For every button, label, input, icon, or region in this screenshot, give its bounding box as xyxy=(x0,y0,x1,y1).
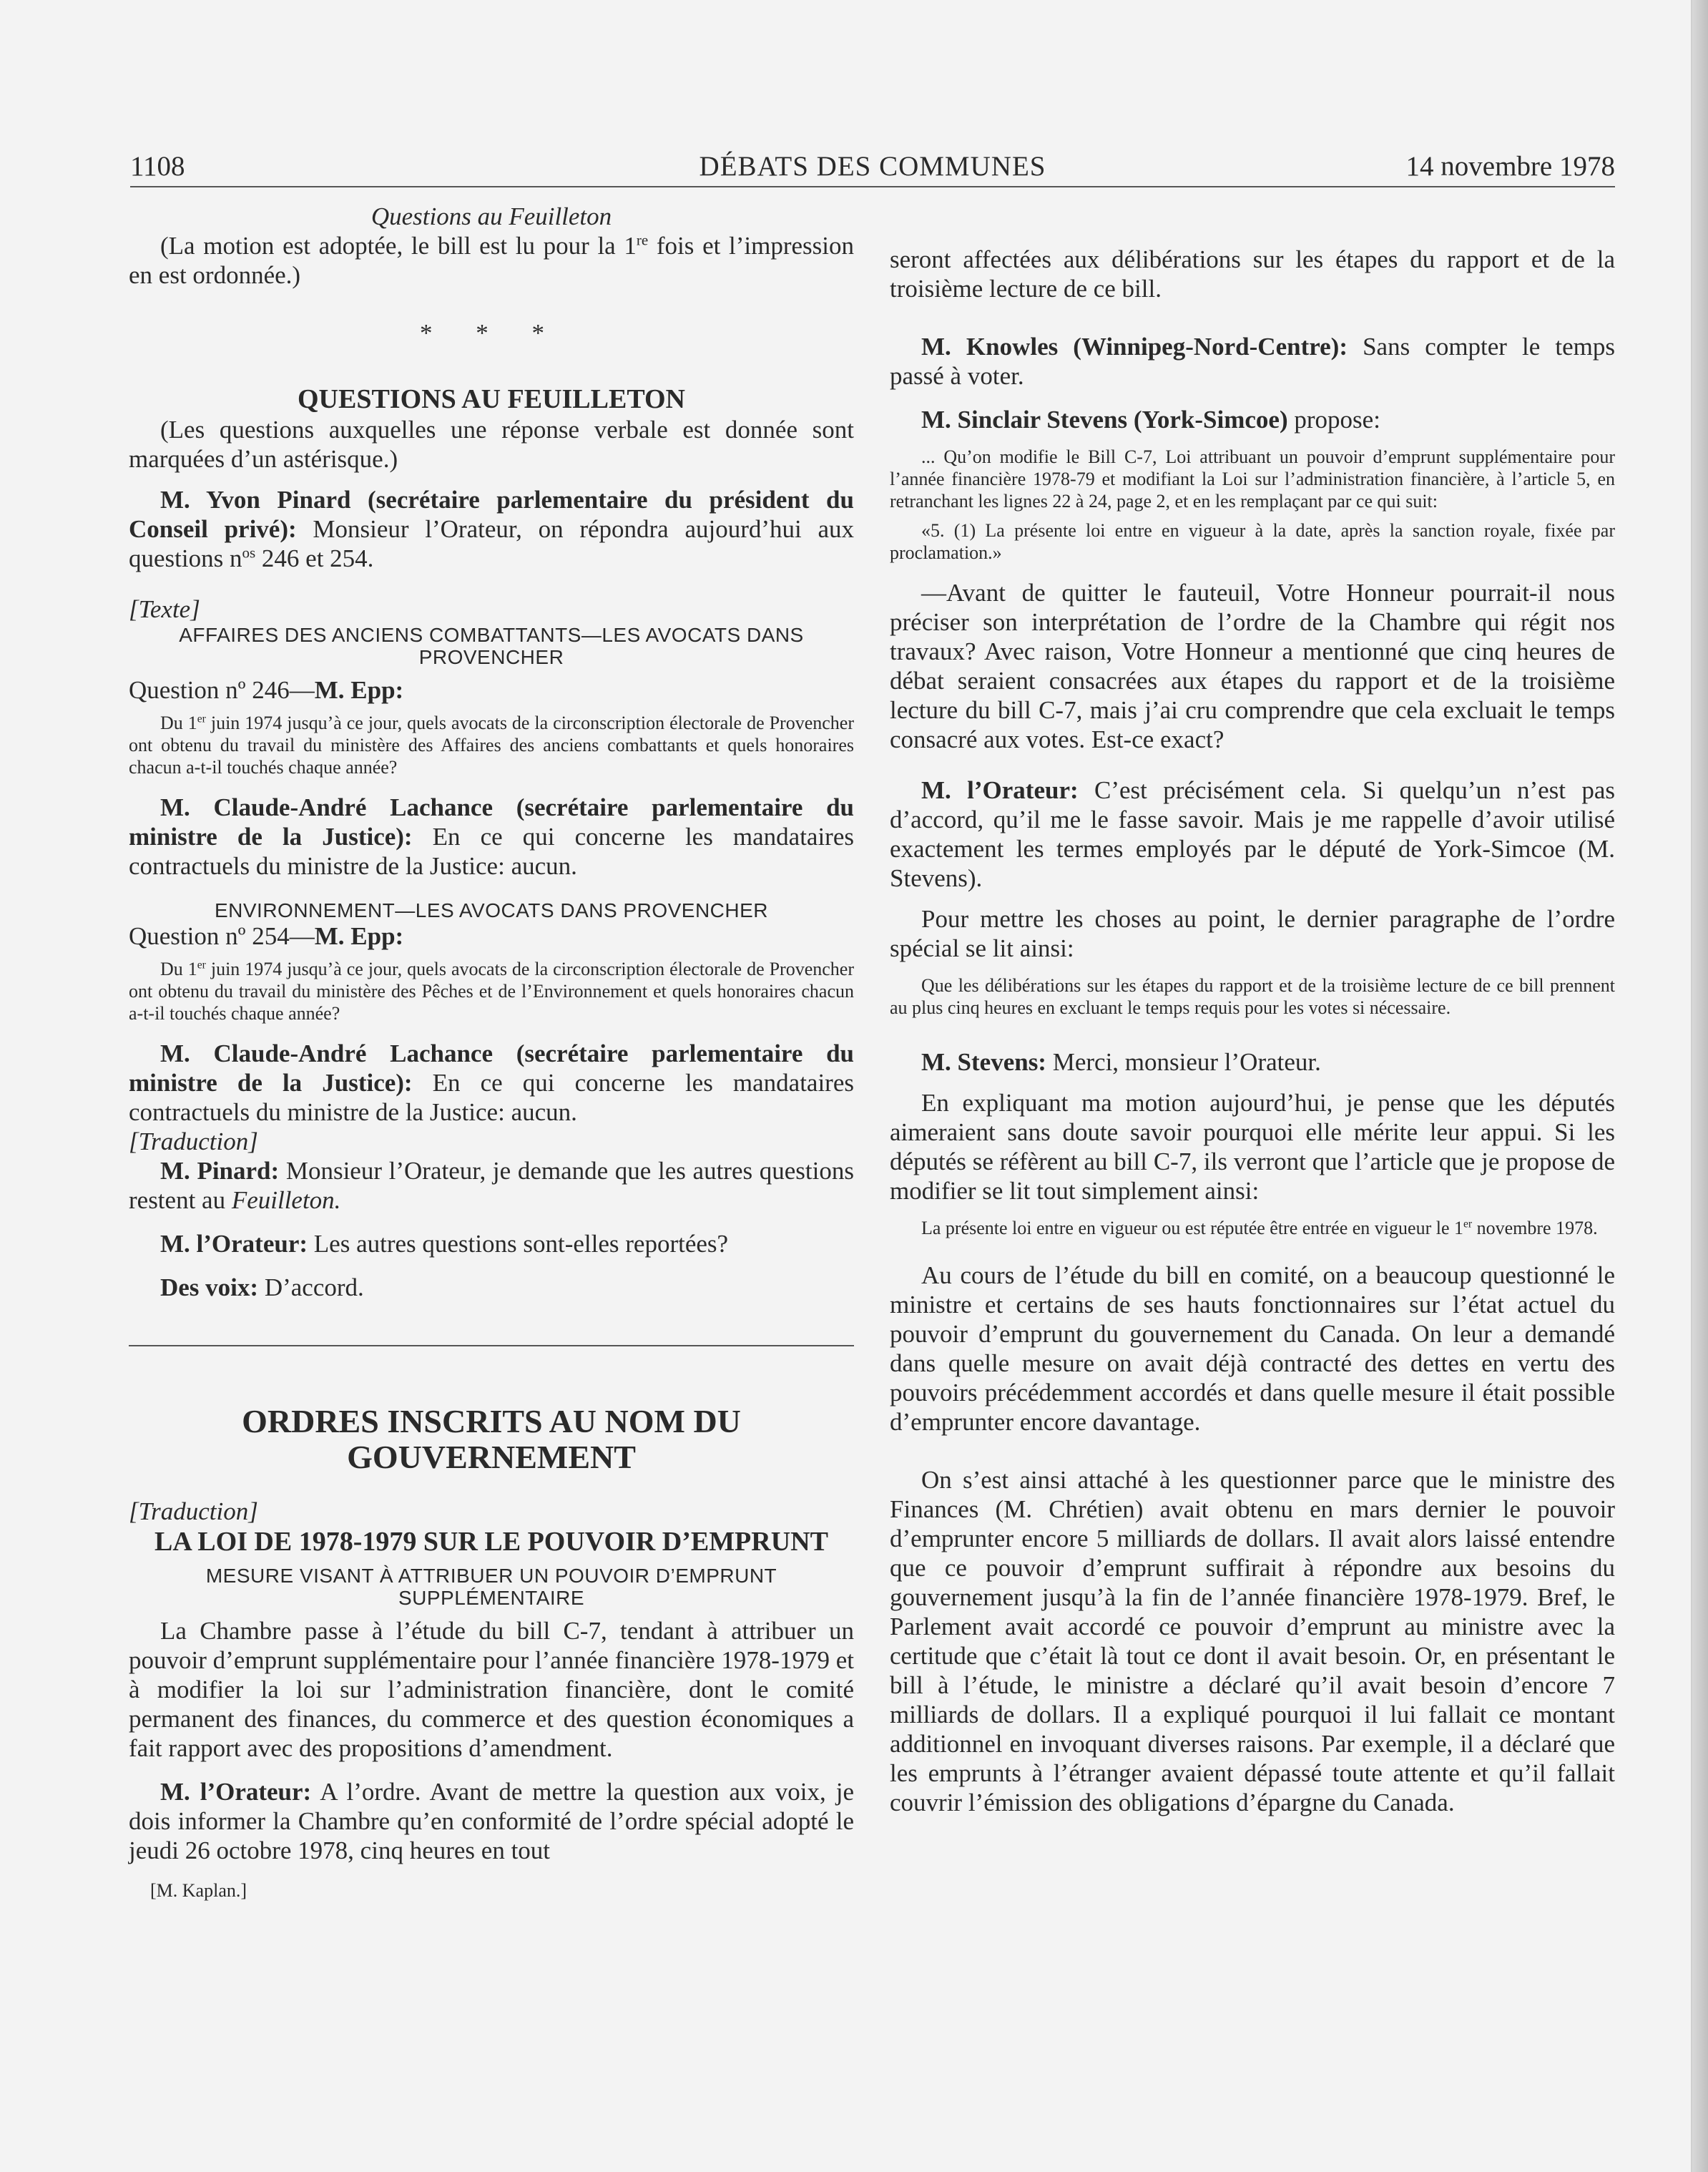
rubric-mesure: MESURE VISANT À ATTRIBUER UN POUVOIR D’EMPRUNT SUPPLÉMENTAIRE xyxy=(205,1565,777,1609)
question-246-text xyxy=(129,712,854,778)
speaker: M. Stevens: xyxy=(921,1048,1046,1076)
journal-title: DÉBATS DES COMMUNES xyxy=(699,151,1046,182)
superscript: er xyxy=(197,959,206,972)
stevens-thanks xyxy=(890,1047,1615,1077)
orateur-reply xyxy=(890,776,1615,893)
superscript: er xyxy=(1463,1218,1473,1231)
text-run: Sans compter le temps passé à voter. xyxy=(890,333,1616,390)
rubric-254: ENVIRONNEMENT—LES AVOCATS DANS PROVENCHER xyxy=(214,899,769,921)
text-run: Du 1 xyxy=(160,713,197,733)
motion-quote: «5. (1) La présente loi entre en vigueur à la date, après la sanction royale, fixée par proclamation.» xyxy=(890,520,1615,563)
speaker: M. Knowles (Winnipeg-Nord-Centre): xyxy=(921,333,1348,361)
text-run: propose: xyxy=(1287,406,1380,434)
tag-texte: [Texte] xyxy=(129,595,200,623)
stevens-proposal xyxy=(890,405,1615,434)
speaker: M. Claude-André Lachance (secrétaire parlementaire du ministre de la Justice): xyxy=(129,1039,854,1097)
page-number: 1108 xyxy=(130,151,185,182)
voix-reply xyxy=(129,1273,854,1302)
attache-paragraph: On s’est ainsi attaché à les questionner parce que le ministre des Finances (M. Chrétien) avait obtenu en mars dernier le pouvoir d’emprunter encore 5 milliards de dollars. Il avait alors laissé entendre que ce pouvoir d’emprunt suffirait à répondre aux besoins du gouvernement jusqu’à la fin de l’année financière 1978-1979. Bref, le Parlement avait accordé ce pouvoir d’emprunt au ministre avec la certitude que c’était là tout ce dont il avait besoin. Or, en présentant le bill à l’étude, le ministre a déclaré qu’il avait besoin d’encore 7 milliards de dollars. Il a expliqué pourquoi il lui fallait ce montant additionnel en invoquant diverses raisons. Par exemple, il a déclaré que les emprunts à l’étranger avaient dépassé toute attente et qu’il fallait couvrir l’émission des obligations d’épargne du Canada. xyxy=(890,1466,1615,1816)
section-label: Questions au Feuilleton xyxy=(370,202,612,230)
italic-run: Feuilleton. xyxy=(231,1186,341,1214)
question-246 xyxy=(129,675,854,705)
lachance-answer-2 xyxy=(129,1039,854,1127)
rubric-246: AFFAIRES DES ANCIENS COMBATTANTS—LES AVOCATS DANS PROVENCHER xyxy=(179,624,804,668)
expliquant-paragraph: En expliquant ma motion aujourd’hui, je pense que les députés aimeraient sans doute savoir pourquoi elle mérite leur appui. Si les députés se réfèrent au bill C-7, ils verront que l’article que je propose de modifier se lit tout simplement ainsi: xyxy=(890,1089,1615,1205)
speaker: M. Sinclair Stevens (York-Simcoe) xyxy=(921,406,1288,434)
speaker: M. l’Orateur: xyxy=(160,1230,308,1258)
speaker: M. Claude-André Lachance (secrétaire parlementaire du ministre de la Justice): xyxy=(129,793,854,851)
left-column xyxy=(129,202,854,1902)
text-run: La présente loi entre en vigueur ou est réputée être entrée en vigueur le 1 xyxy=(921,1218,1463,1238)
text-run: fois et l’impression en est ordonnée.) xyxy=(129,232,854,289)
tag-traduction-1: [Traduction] xyxy=(129,1127,258,1155)
question-254 xyxy=(129,921,854,951)
lachance-answer-1 xyxy=(129,793,854,881)
text-run: En ce qui concerne les mandataires contractuels du ministre de la Justice: aucun. xyxy=(129,823,854,880)
continuation-paragraph: seront affectées aux délibérations sur les étapes du rapport et de la troisième lecture de ce bill. xyxy=(890,245,1615,303)
text-run: C’est précisément cela. Si quelqu’un n’est pas d’accord, qu’il me le fasse savoir. Mais je me rappelle d’avoir utilisé exactement les termes employés par le député de York-Simcoe (M. Stevens). xyxy=(890,776,1615,892)
text-run: Merci, monsieur l’Orateur. xyxy=(1046,1048,1321,1076)
text-run: Du 1 xyxy=(160,959,197,979)
superscript: er xyxy=(197,713,206,725)
text-run: juin 1974 jusqu’à ce jour, quels avocats de la circonscription électorale de Provencher ont obtenu du travail du ministère des Pêches et de l’Environnement et quels honoraires chacun a-t-il touchés chaque année? xyxy=(129,959,854,1024)
speaker: Des voix: xyxy=(160,1273,259,1301)
question-254-text xyxy=(129,958,854,1024)
footnote: [M. Kaplan.] xyxy=(150,1880,247,1901)
text-run: Monsieur l’Orateur, je demande que les autres questions restent au xyxy=(129,1157,854,1214)
pinard-request xyxy=(129,1156,854,1215)
pour-paragraph: Pour mettre les choses au point, le dernier paragraphe de l’ordre spécial se lit ainsi: xyxy=(890,905,1615,962)
page-edge xyxy=(1692,0,1708,2172)
superscript: re xyxy=(636,231,649,249)
order-quote: Que les délibérations sur les étapes du rapport et de la troisième lecture de ce bill prennent au plus cinq heures en excluant le temps requis pour les votes si nécessaire. xyxy=(890,975,1615,1018)
text-run: Les autres questions sont-elles reportées? xyxy=(308,1230,729,1258)
chambre-paragraph: La Chambre passe à l’étude du bill C-7, tendant à attribuer un pouvoir d’emprunt supplémentaire pour l’année financière 1978-1979 et à modifier la loi sur l’administration financière, dont le comité permanent des finances, du commerce et des question économiques a fait rapport avec des propositions d’amendment. xyxy=(129,1617,854,1762)
text-run: D’accord. xyxy=(258,1273,364,1301)
text-run: Monsieur l’Orateur, on répondra aujourd’hui aux questions n xyxy=(129,515,854,572)
speaker: M. Pinard: xyxy=(160,1157,280,1185)
avant-paragraph: —Avant de quitter le fauteuil, Votre Honneur pourrait-il nous préciser son interprétation de l’ordre de la Chambre qui régit nos travaux? Avec raison, Votre Honneur a mentionné que cinq heures de débat seraient consacrées aux étapes du rapport et de la troisième lecture du bill C-7, mais j’ai cru comprendre que cela excluait le temps consacré aux votes. Est-ce exact? xyxy=(890,579,1615,753)
text-run: juin 1974 jusqu’à ce jour, quels avocats de la circonscription électorale de Provencher ont obtenu du travail du ministère des Affaires des anciens combattants et quels honoraires chacun a-t-il touchés chaque année? xyxy=(129,713,854,778)
speaker: M. Yvon Pinard (secrétaire parlementaire du président du Conseil privé): xyxy=(129,486,854,543)
speaker: M. Epp: xyxy=(314,922,404,950)
heading-ordres: ORDRES INSCRITS AU NOM DU GOUVERNEMENT xyxy=(242,1403,741,1475)
speaker: M. l’Orateur: xyxy=(160,1778,312,1806)
text-run: (La motion est adoptée, le bill est lu pour la 1 xyxy=(160,232,637,260)
knowles-statement xyxy=(890,332,1615,391)
speaker: M. l’Orateur: xyxy=(921,776,1079,804)
text-run: Question nº 246— xyxy=(129,676,315,704)
orateur-order xyxy=(129,1777,854,1865)
cours-paragraph: Au cours de l’étude du bill en comité, on a beaucoup questionné le ministre et certains de ses hauts fonctionnaires sur l’état actuel du pouvoir d’emprunt du gouvernement du Canada. On leur a demandé dans quelle mesure on avait déjà contracté des dettes en vertu des pouvoirs précédemment accordés et dans quelle mesure il était possible d’emprunter encore davantage. xyxy=(890,1261,1615,1436)
text-run: En ce qui concerne les mandataires contractuels du ministre de la Justice: aucun. xyxy=(129,1069,854,1126)
text-run: 246 et 254. xyxy=(255,544,374,572)
speaker: M. Epp: xyxy=(314,676,404,704)
pinard-statement xyxy=(129,485,854,573)
article-quote xyxy=(890,1217,1615,1239)
heading-questions: QUESTIONS AU FEUILLETON xyxy=(297,384,686,414)
orateur-question xyxy=(129,1229,854,1258)
text-run: A l’ordre. Avant de mettre la question aux voix, je dois informer la Chambre qu’en conformité de l’ordre spécial adopté le jeudi 26 octobre 1978, cinq heures en tout xyxy=(129,1778,854,1864)
questions-note: (Les questions auxquelles une réponse verbale est donnée sont marquées d’un astérisque.) xyxy=(129,416,854,473)
right-column xyxy=(890,245,1615,1817)
motion-adopted xyxy=(129,231,854,290)
separator-stars: * * * xyxy=(420,319,563,347)
text-run: Question nº 254— xyxy=(129,922,315,950)
superscript: os xyxy=(242,544,256,562)
motion-text: ... Qu’on modifie le Bill C-7, Loi attribuant un pouvoir d’emprunt supplémentaire pour l’année financière 1978-79 et modifiant la Loi sur l’administration financière, à l’article 5, en retranchant les lignes 22 à 24, page 2, et en les remplaçant par ce qui suit: xyxy=(890,446,1615,512)
page-header xyxy=(130,147,1615,187)
issue-date: 14 novembre 1978 xyxy=(1405,151,1615,182)
text-run: novembre 1978. xyxy=(1472,1218,1598,1238)
tag-traduction-2: [Traduction] xyxy=(129,1497,258,1525)
heading-loi: LA LOI DE 1978-1979 SUR LE POUVOIR D’EMPRUNT xyxy=(154,1527,828,1557)
